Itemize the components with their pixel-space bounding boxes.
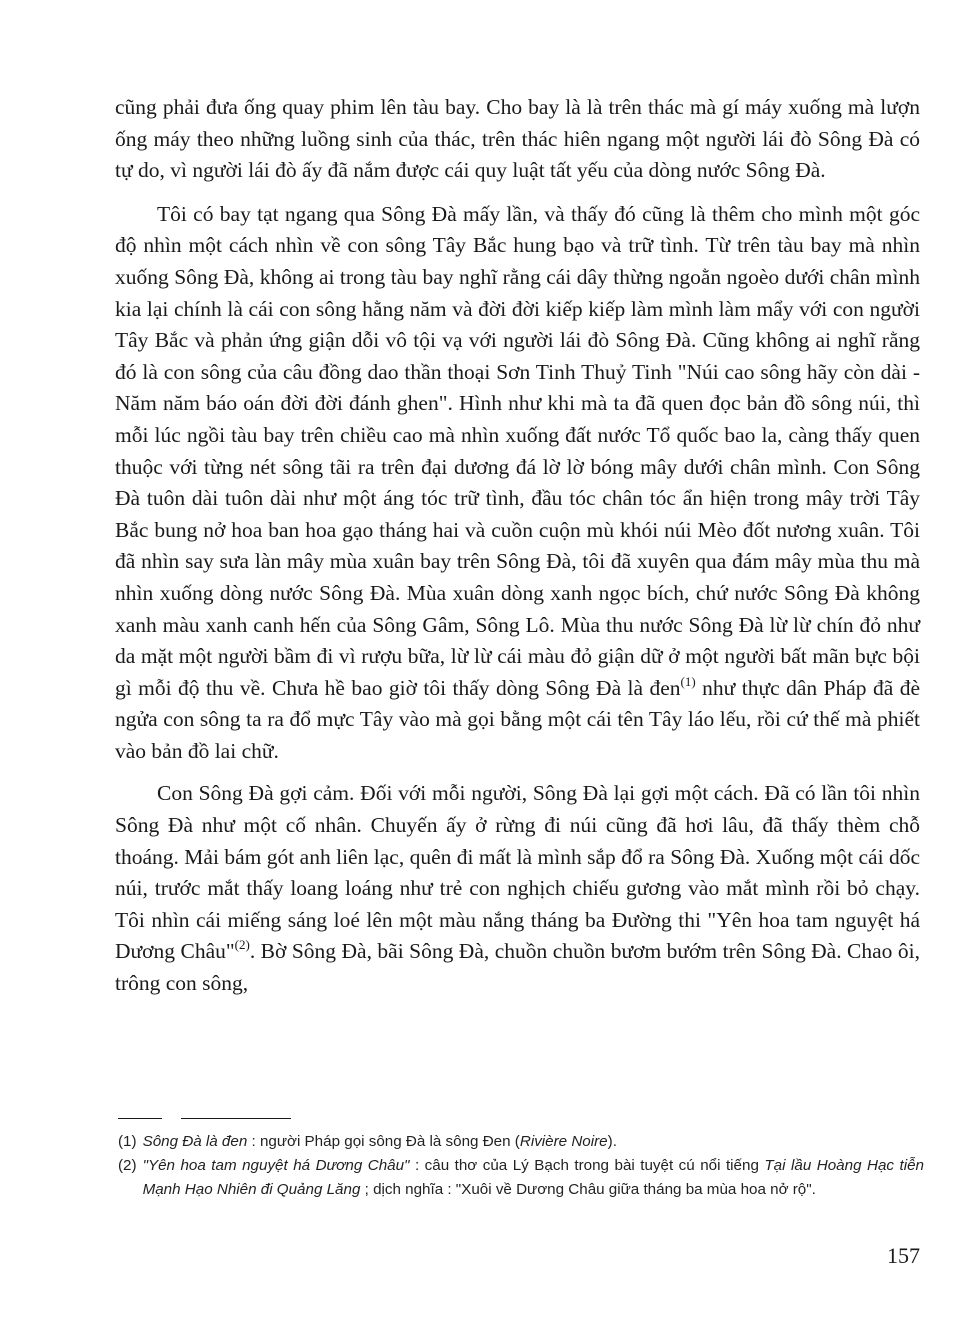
footnotes [118,1130,924,1202]
paragraph-2: Tôi có bay tạt ngang qua Sông Đà mấy lần, và thấy đó cũng là thêm cho mình một góc độ nhìn một cách nhìn về con sông Tây Bắc hung bạo và trữ tình. Từ trên tàu bay mà nhìn xuống Sông Đà, không ai trong tàu bay nghĩ rằng cái dây thừng ngoằn ngoèo dưới chân mình kia lại chính là cái con sông hằng năm và đời đời kiếp kiếp làm mình làm mẩy với con người Tây Bắc và phản ứng giận dỗi vô tội vạ với người lái đò Sông Đà. Cũng không ai nghĩ rằng đó là con sông của câu đồng dao thần thoại Sơn Tinh Thuỷ Tinh "Núi cao sông hãy còn dài - Năm năm báo oán đời đời đánh ghen". Hình như khi mà ta đã quen đọc bản đồ sông núi, thì mỗi lúc ngồi tàu bay trên chiều cao mà nhìn xuống đất nước Tổ quốc bao la, càng thấy quen thuộc với từng nét sông tãi ra trên đại dương đá lờ lờ bóng mây dưới chân mình. Con Sông Đà tuôn dài tuôn dài như một áng tóc trữ tình, đầu tóc chân tóc ẩn hiện trong mây trời Tây Bắc bung nở hoa ban hoa gạo tháng hai và cuồn cuộn mù khói núi Mèo đốt nương xuân. Tôi đã nhìn say sưa làn mây mùa xuân bay trên Sông Đà, tôi đã xuyên qua đám mây mùa thu mà nhìn xuống dòng nước Sông Đà. Mùa xuân dòng xanh ngọc bích, chứ nước Sông Đà không xanh màu xanh canh hến của Sông Gâm, Sông Lô. Mùa thu nước Sông Đà lừ lừ chín đỏ như da mặt một người bầm đi vì rượu bữa, lừ lừ cái màu đỏ giận dữ ở một người bất mãn bực bội gì mỗi độ thu về. Chưa hề bao giờ tôi thấy dòng Sông Đà là đen$^{(1)}$ như thực dân Pháp đã đè ngửa con sông ta ra đổ mực Tây vào mà gọi bằng một cái tên Tây láo lếu, rồi cứ thế mà phiết vào bản đồ lai chữ. [115,201,921,763]
footnote-2 [118,1154,924,1202]
paragraph-3: Con Sông Đà gợi cảm. Đối với mỗi người, Sông Đà lại gợi một cách. Đã có lần tôi nhìn Sông Đà như một cố nhân. Chuyến ấy ở rừng đi núi cũng đã hơi lâu, đã thấy thèm chỗ thoáng. Mải bám gót anh liên lạc, quên đi mất là mình sắp đổ ra Sông Đà. Xuống một cái dốc núi, trước mắt thấy loang loáng như trẻ con nghịch chiếu gương vào mắt mình rồi bỏ chạy. Tôi nhìn cái miếng sáng loé lên một màu nắng tháng ba Đường thi "Yên hoa tam nguyệt há Dương Châu"$^{(2)}$. Bờ Sông Đà, bãi Sông Đà, chuồn chuồn bươm bướm trên Sông Đà. Chao ôi, trông con sông, [115,781,920,996]
footnote-text: "Yên hoa tam nguyệt há Dương Châu" : câu thơ của Lý Bạch trong bài tuyệt cú nổi tiếng Tại lầu Hoàng Hạc tiễn Mạnh Hạo Nhiên đi Quảng Lăng ; dịch nghĩa : "Xuôi về Dương Châu giữa tháng ba mùa hoa nở rộ". [142,1157,924,1198]
footnote-divider-long [181,1118,291,1119]
body-text [115,92,920,1000]
footnote-ref-1: (1) [680,673,696,689]
paragraph-1: cũng phải đưa ống quay phim lên tàu bay. Cho bay là là trên thác mà gí máy xuống mà lượn ống máy theo những luồng sinh của thác, trên thác hiên ngang một người lái đò Sông Đà có tự do, vì người lái đò ấy đã nắm được cái quy luật tất yếu của dòng nước Sông Đà. [115,95,920,183]
footnote-text: Sông Đà là đen : người Pháp gọi sông Đà là sông Đen (Rivière Noire). [142,1133,617,1150]
footnote-number: (1) [118,1133,137,1150]
footnote-1 [118,1130,924,1154]
footnote-divider-short [118,1118,162,1119]
footnote-ref-2: (2) [234,937,250,953]
page-number: 157 [887,1243,920,1268]
footnote-number: (2) [118,1157,137,1174]
